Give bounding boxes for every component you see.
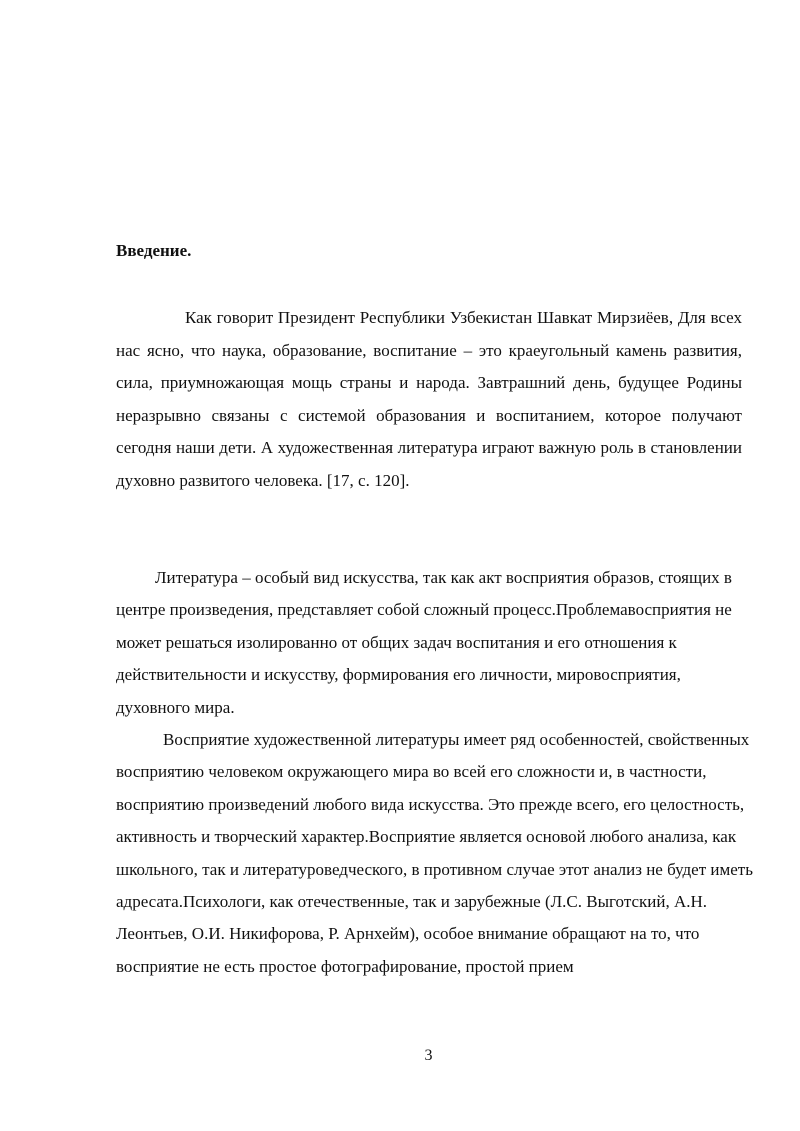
paragraph-perception: Восприятие художественной литературы имеет ряд особенностей, свойственных восприятию человеком окружающего мира во всей его сложности и, в частности, восприятию произведений любого вида искусства. Это прежде всего, его целостность, активность и творческий характер.Восприятие является основой любого анализа, как школьного, так и литературоведческого, в противном случае этот анализ не будет иметь адресата.Психологи, как отечественные, так и зарубежные (Л.С. Выготский, А.Н. Леонтьев, О.И. Никифорова, Р. Арнхейм), особое внимание обращают на то, что восприятие не есть простое фотографирование, простой прием — [116, 730, 753, 976]
section-heading: Введение. — [116, 241, 192, 260]
paragraph-intro-quote: Как говорит Президент Республики Узбекистан Шавкат Мирзиёев, Для всех нас ясно, что наука, образование, воспитание – это краеугольный камень развития, сила, приумножающая мощь страны и народа. Завтрашний день, будущее Родины неразрывно связаны с системой образования и воспитанием, которое получают сегодня наши дети. А художественная литература играют важную роль в становлении духовно развитого человека. [17, с. 120]. — [116, 308, 742, 490]
paragraph-literature: Литература – особый вид искусства, так как акт восприятия образов, стоящих в центре произведения, представляет собой сложный процесс.Проблемавосприятия не может решаться изолированно от общих задач воспитания и его отношения к действительности и искусству, формирования его личности, мировосприятия, духовного мира. — [116, 568, 732, 717]
page-number: 3 — [424, 1047, 433, 1064]
